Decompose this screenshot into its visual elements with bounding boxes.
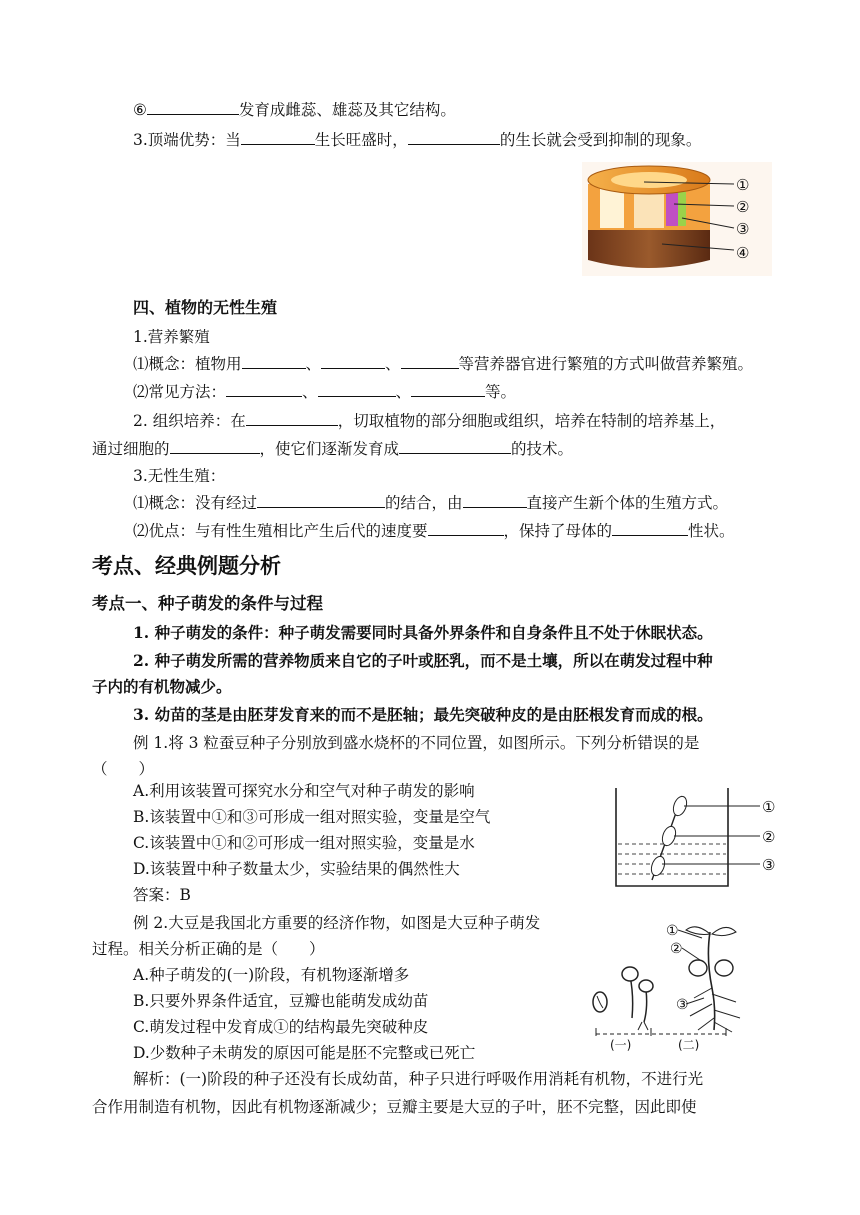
example-1-option-a: A.利用该装置可探究水分和空气对种子萌发的影响: [133, 782, 475, 800]
blank: [411, 380, 485, 397]
soybean-germination-figure: [586, 918, 770, 1054]
blank: [226, 380, 302, 397]
section-heading: 四、植物的无性生殖: [133, 298, 278, 317]
blank: [170, 437, 260, 454]
example-1-answer: 答案：B: [133, 886, 191, 904]
bud-label-3: ③: [736, 220, 750, 238]
blank: [408, 128, 500, 145]
item-3: 3.无性生殖：: [133, 467, 226, 485]
example-1-stem: 例 1.将 3 粒蚕豆种子分别放到盛水烧杯的不同位置，如图所示。下列分析错误的是: [133, 734, 700, 752]
key-point-2: 2. 种子萌发所需的营养物质来自它的子叶或胚乳，而不是土壤，所以在萌发过程中种: [133, 651, 713, 670]
item-1: 1.营养繁殖: [133, 328, 210, 346]
soybean-label-2: ②: [670, 941, 683, 957]
beaker-label-1: ①: [762, 798, 776, 816]
example-2-option-b: B.只要外界条件适宜，豆瓣也能萌发成幼苗: [133, 992, 429, 1010]
soybean-label-3: ③: [676, 997, 689, 1013]
stage-label-2: (二): [678, 1038, 700, 1052]
example-2-stem: 例 2.大豆是我国北方重要的经济作物，如图是大豆种子萌发: [133, 914, 541, 932]
example-2-analysis: 解析：(一)阶段的种子还没有长成幼苗，种子只进行呼吸作用消耗有机物，不进行光: [133, 1070, 704, 1088]
blank: [463, 491, 527, 508]
example-1-option-c: C.该装置中①和②可形成一组对照实验，变量是水: [133, 834, 475, 852]
apical-dominance-line: 3.顶端优势：当 生长旺盛时， 的生长就会受到抑制的现象。: [133, 128, 701, 151]
blank: [612, 519, 688, 536]
blank: [246, 409, 338, 426]
blank: [399, 437, 511, 454]
blank: [318, 380, 396, 397]
blank: [147, 98, 239, 115]
bud-label-1: ①: [736, 176, 750, 194]
blank: [257, 491, 385, 508]
item-3a: ⑴概念：没有经过 的结合，由 直接产生新个体的生殖方式。: [133, 491, 728, 514]
example-2-analysis-cont: 合作用制造有机物，因此有机物逐渐减少；豆瓣主要是大豆的子叶，胚不完整，因此即使: [92, 1098, 697, 1116]
bud-label-4: ④: [736, 244, 750, 262]
point-1-heading: 考点一、种子萌发的条件与过程: [92, 594, 323, 613]
item-1a: ⑴概念：植物用 、 、 等营养器官进行繁殖的方式叫做营养繁殖。: [133, 352, 753, 375]
example-1-option-b: B.该装置中①和③可形成一组对照实验，变量是空气: [133, 808, 491, 826]
soybean-label-1: ①: [666, 923, 679, 939]
blank: [242, 352, 306, 369]
item-2-cont: 通过细胞的 ，使它们逐渐发育成 的技术。: [92, 437, 573, 460]
example-2-option-d: D.少数种子未萌发的原因可能是胚不完整或已死亡: [133, 1044, 476, 1062]
key-point-3: 3. 幼苗的茎是由胚芽发育来的而不是胚轴；最先突破种皮的是由胚根发育而成的根。: [133, 705, 713, 724]
beaker-label-2: ②: [762, 828, 776, 846]
stage-label-1: (一): [610, 1038, 632, 1052]
key-point-1: 1. 种子萌发的条件：种子萌发需要同时具备外界条件和自身条件且不处于休眠状态。: [133, 623, 713, 642]
bud-structure-figure: [582, 162, 772, 276]
blank: [241, 128, 315, 145]
line-6: ⑥ 发育成雌蕊、雄蕊及其它结构。: [133, 98, 456, 121]
example-2-stem-cont: 过程。相关分析正确的是（ ）: [92, 940, 325, 958]
beaker-label-3: ③: [762, 856, 776, 874]
item-3b: ⑵优点：与有性生殖相比产生后代的速度要 ，保持了母体的 性状。: [133, 519, 735, 542]
example-2-option-a: A.种子萌发的(一)阶段，有机物逐渐增多: [133, 966, 410, 984]
item-1b: ⑵常见方法： 、 、 等。: [133, 380, 516, 403]
item-2: 2. 组织培养：在 ，切取植物的部分细胞或组织，培养在特制的培养基上，: [133, 409, 725, 432]
exam-heading: 考点、经典例题分析: [92, 554, 281, 578]
example-1-bracket: （ ）: [92, 760, 155, 778]
blank: [428, 519, 504, 536]
example-2-option-c: C.萌发过程中发育成①的结构最先突破种皮: [133, 1018, 429, 1036]
blank: [401, 352, 459, 369]
blank: [321, 352, 385, 369]
beaker-figure: [612, 784, 788, 890]
example-1-option-d: D.该装置中种子数量太少，实验结果的偶然性大: [133, 860, 460, 878]
bud-label-2: ②: [736, 198, 750, 216]
key-point-2-cont: 子内的有机物减少。: [92, 677, 232, 696]
